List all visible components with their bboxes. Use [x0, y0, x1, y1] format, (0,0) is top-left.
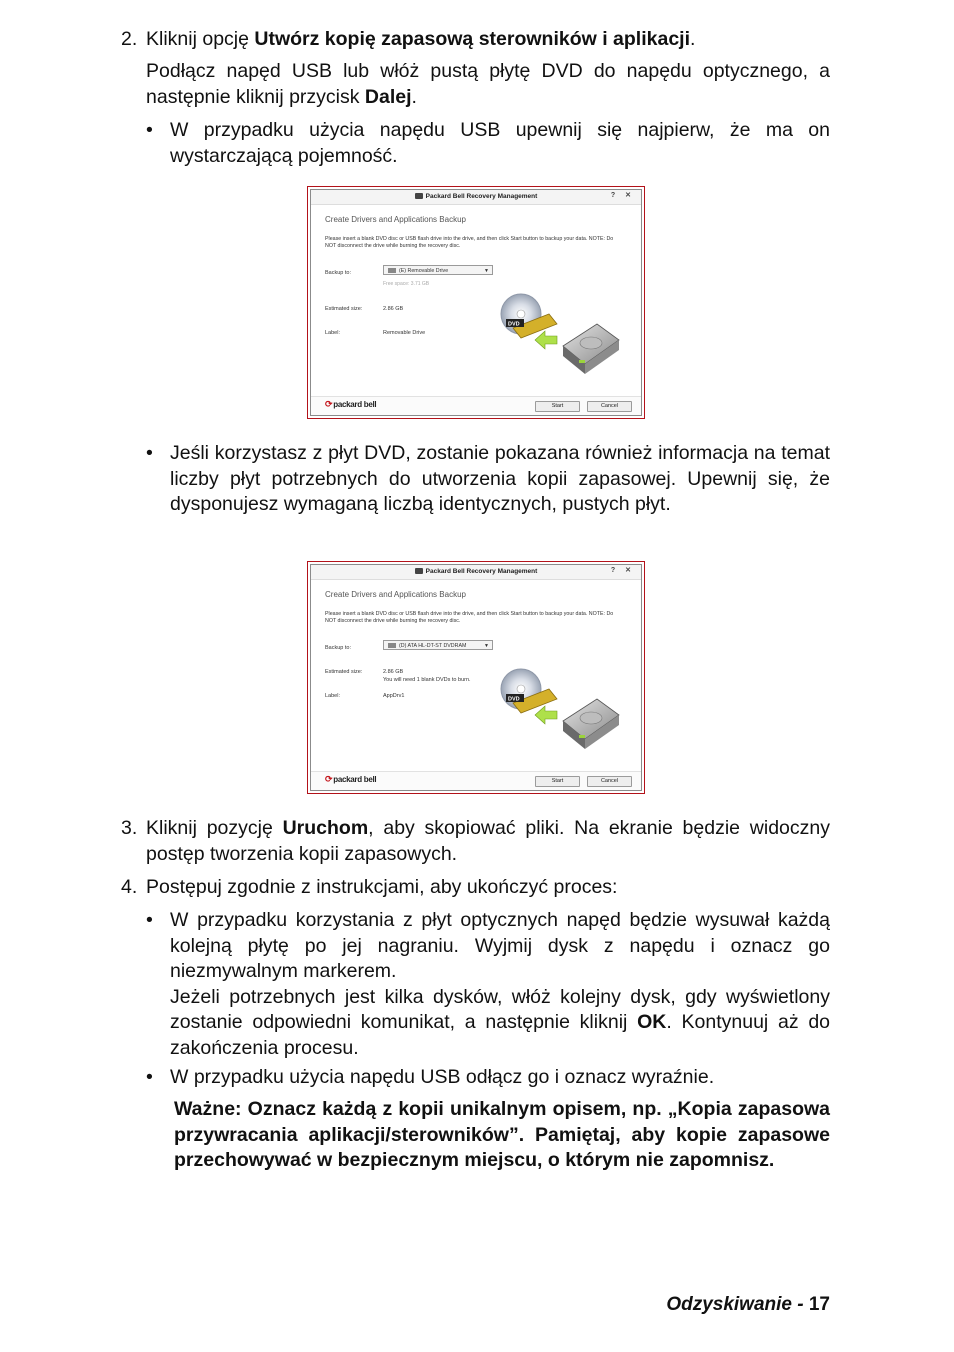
swirl-logo-icon: ⟳ — [325, 774, 333, 784]
backup-to-label: Backup to: — [325, 645, 351, 651]
bullet-optical-discs — [170, 908, 830, 1061]
dvd-badge: DVD — [508, 696, 520, 703]
step-3-text: Kliknij pozycję Uruchom, aby skopiować pliki. Na ekranie będzie widoczny postęp tworzenia kopii zapasowych. — [146, 817, 830, 865]
free-space-hint: Free space: 3.71 GB — [383, 281, 430, 287]
bullet-usb-disconnect: W przypadku użycia napędu USB odłącz go i oznacz wyraźnie. — [170, 1066, 715, 1088]
dvd-usb-harddrive-illustration — [497, 665, 627, 755]
start-button[interactable]: Start — [535, 401, 580, 412]
packard-bell-logo: ⟳packard bell — [325, 774, 377, 784]
drive-icon — [388, 268, 396, 273]
step-4-text: Postępuj zgodnie z instrukcjami, aby ukończyć proces: — [146, 876, 618, 898]
dvd-usb-harddrive-illustration — [497, 290, 627, 380]
bullet-marker: • — [146, 909, 153, 931]
estimated-size-label: Estimated size: — [325, 669, 363, 675]
cancel-button[interactable]: Cancel — [587, 401, 632, 412]
app-icon — [415, 568, 423, 574]
section-name: Odzyskiwanie - — [666, 1294, 809, 1315]
important-note: Ważne: Oznacz każdą z kopii unikalnym opisem, np. „Kopia zapasowa przywracania aplikacji/sterowników”. Pamiętaj, aby kopie zapasowe przechowywać w bezpiecznym miejscu, o którym nie zapomnisz. — [174, 1098, 830, 1171]
packard-bell-logo: ⟳packard bell — [325, 399, 377, 409]
ok-button-name: OK — [637, 1011, 667, 1033]
estimated-size-value: 2.86 GB — [383, 306, 404, 312]
backup-to-label: Backup to: — [325, 270, 351, 276]
bullet-optical-discs-a: W przypadku korzystania z płyt optycznych napęd będzie wysuwał każdą kolejną płytę po jej nagraniu. Wyjmij dysk z napędu i oznacz go niezmywalnym markerem. — [170, 909, 830, 982]
dialog-heading: Create Drivers and Applications Backup — [325, 590, 466, 599]
dialog-description: Please insert a blank DVD disc or USB flash drive into the drive, and then click Start button to backup your data. NOTE: Do NOT disconnect the drive while burning the recovery disc. — [325, 236, 614, 249]
bullet-marker: • — [146, 119, 153, 141]
help-close-icons[interactable]: ? ✕ — [610, 192, 635, 199]
option-name: Utwórz kopię zapasową sterowników i aplikacji — [254, 28, 691, 50]
bullet-usb-capacity: W przypadku użycia napędu USB upewnij się najpierw, że ma on wystarczającą pojemność. — [170, 119, 830, 167]
page-number: 17 — [808, 1294, 830, 1315]
bullet-dvd-count: Jeśli korzystasz z płyt DVD, zostanie pokazana również informacja na temat liczby płyt potrzebnych do utworzenia kopii zapasowej. Upewnij się, że dysponujesz wymaganą liczbą identycznych, pustych płyt. — [170, 442, 830, 515]
step-number: 2. — [121, 28, 138, 50]
label-value: AppDrv1 — [383, 693, 405, 699]
estimated-size-value: 2.86 GB — [383, 669, 404, 675]
dialog-heading: Create Drivers and Applications Backup — [325, 215, 466, 224]
dvd-count-note: You will need 1 blank DVDs to burn. — [383, 677, 471, 683]
dialog-description: Please insert a blank DVD disc or USB flash drive into the drive, and then click Start button to backup your data. NOTE: Do NOT disconnect the drive while burning the recovery disc. — [325, 611, 614, 624]
step-2-text: Kliknij opcję Utwórz kopię zapasową sterowników i aplikacji. — [146, 28, 696, 50]
dialog-title: Packard Bell Recovery Management — [425, 193, 538, 200]
help-close-icons[interactable]: ? ✕ — [610, 567, 635, 574]
next-button-name: Dalej — [364, 85, 412, 108]
chevron-down-icon: ▼ — [484, 643, 489, 649]
estimated-size-label: Estimated size: — [325, 306, 363, 312]
dialog-titlebar — [311, 565, 641, 580]
dialog-title: Packard Bell Recovery Management — [425, 568, 538, 575]
step-number: 3. — [121, 817, 138, 839]
swirl-logo-icon: ⟳ — [325, 399, 333, 409]
step-2-paragraph: Podłącz napęd USB lub włóż pustą płytę DVD do napędu optycznego, a następnie kliknij przycisk Dalej. — [146, 60, 830, 108]
start-button[interactable]: Start — [535, 776, 580, 787]
page-footer — [666, 1292, 830, 1318]
bullet-optical-discs-b: Jeżeli potrzebnych jest kilka dysków, włóż kolejny dysk, gdy wyświetlony zostanie odpowiedni komunikat, a następnie kliknij OK. Kontynuuj aż do zakończenia procesu. — [170, 985, 831, 1059]
screenshot-dvd-backup — [307, 561, 645, 794]
cancel-button[interactable]: Cancel — [587, 776, 632, 787]
bullet-marker: • — [146, 442, 153, 464]
step-number: 4. — [121, 876, 138, 898]
dialog-footer — [311, 771, 641, 790]
label-label: Label: — [325, 330, 340, 336]
label-label: Label: — [325, 693, 340, 699]
run-option-name: Uruchom — [282, 817, 369, 839]
bullet-marker: • — [146, 1066, 153, 1088]
label-value: Removable Drive — [383, 330, 426, 336]
dialog-titlebar — [311, 190, 641, 205]
dialog-footer — [311, 396, 641, 415]
drive-icon — [388, 643, 396, 648]
backup-to-select[interactable]: (D) ATA HL-DT-ST DVDRAM ▼ — [383, 640, 493, 650]
app-icon — [415, 193, 423, 199]
backup-to-select[interactable]: (E) Removable Drive ▼ — [383, 265, 493, 275]
dvd-badge: DVD — [508, 321, 520, 328]
chevron-down-icon: ▼ — [484, 268, 489, 274]
screenshot-usb-backup — [307, 186, 645, 419]
